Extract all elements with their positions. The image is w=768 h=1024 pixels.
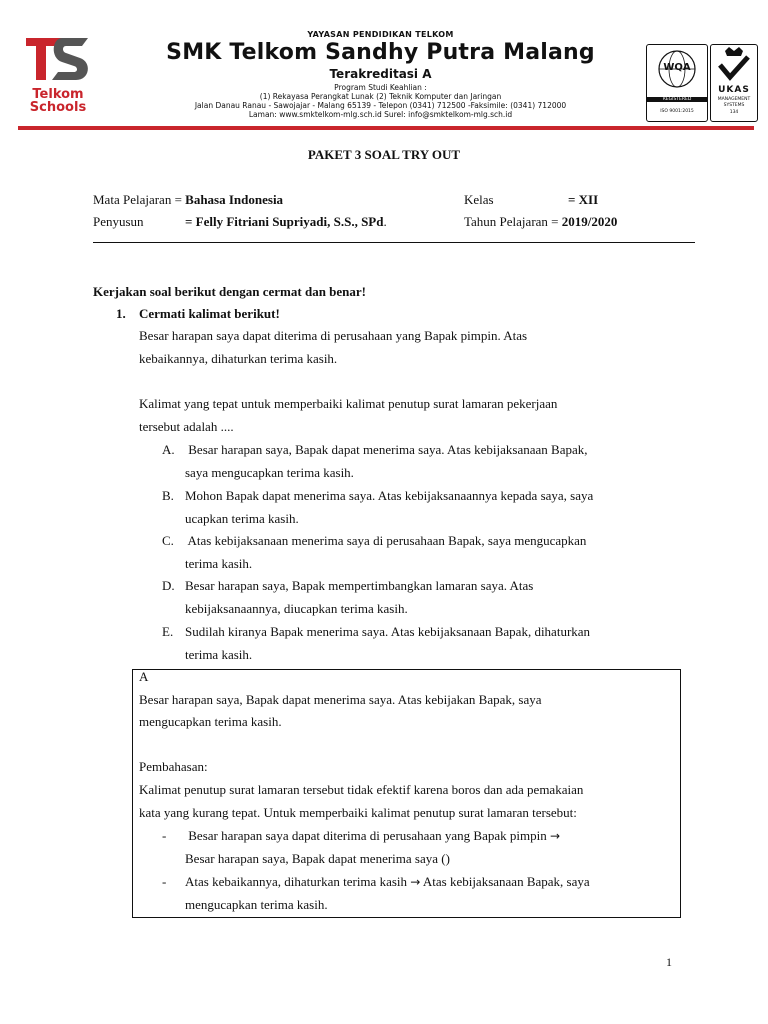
question-sentence-line1: Besar harapan saya dapat diterima di perusahaan yang Bapak pimpin. Atas: [139, 328, 528, 343]
year-field: [464, 214, 617, 230]
bullet-2-mark: -: [162, 874, 167, 889]
foundation-name: YAYASAN PENDIDIKAN TELKOM: [307, 30, 454, 39]
instruction: Kerjakan soal berikut dengan cermat dan benar!: [93, 284, 366, 299]
telkom-schools-emblem-icon: [22, 34, 94, 86]
bullet-1-mark: -: [162, 828, 167, 843]
question-sentence-line2: kebaikannya, dihaturkan terima kasih.: [139, 351, 338, 366]
wqa-certification-badge: [646, 44, 708, 122]
option-d-line1: Besar harapan saya, Bapak mempertimbangkan lamaran saya. Atas: [185, 578, 534, 593]
bullet-2-line1: [185, 874, 590, 890]
brand-line-telkom: Telkom: [32, 87, 84, 102]
subject-label: Mata Pelajaran =: [93, 192, 186, 207]
answer-text-line1: Besar harapan saya, Bapak dapat menerima saya. Atas kebijakan Bapak, saya: [139, 692, 542, 707]
class-label: Kelas: [464, 192, 494, 207]
ukas-systems-label: SYSTEMS: [723, 103, 745, 108]
discussion-label: Pembahasan:: [139, 759, 208, 774]
question-prompt-line1: Kalimat yang tepat untuk memperbaiki kalimat penutup surat lamaran pekerjaan: [139, 396, 558, 411]
ukas-logo-text: UKAS: [718, 85, 750, 95]
option-e-letter: E.: [162, 624, 174, 639]
ukas-number-label: 134: [729, 110, 739, 115]
author-field: [185, 214, 387, 230]
telkom-schools-logo: [22, 34, 94, 114]
option-e-line2: terima kasih.: [185, 647, 253, 662]
year-label: Tahun Pelajaran =: [464, 214, 562, 229]
ukas-crown-check-icon: [711, 45, 757, 85]
bullet-2-text-a: Atas kebaikannya, dihaturkan terima kasih: [185, 874, 411, 889]
page-number: 1: [666, 955, 672, 969]
header-separator: [93, 242, 695, 243]
question-prompt-line2: tersebut adalah ....: [139, 419, 234, 434]
bullet-1-text: Besar harapan saya dapat diterima di perusahaan yang Bapak pimpin: [185, 828, 550, 843]
bullet-2-line2: mengucapkan terima kasih.: [185, 897, 328, 912]
option-d-letter: D.: [162, 578, 175, 593]
subject-value: Bahasa Indonesia: [185, 192, 284, 207]
option-b-line2: ucapkan terima kasih.: [185, 511, 299, 526]
wqa-registered-label: REGISTERED: [647, 97, 707, 102]
option-a-line2: saya mengucapkan terima kasih.: [185, 465, 354, 480]
option-a-line1: Besar harapan saya, Bapak dapat menerima saya. Atas kebijaksanaan Bapak,: [185, 442, 588, 457]
ukas-management-label: MANAGEMENT: [717, 97, 751, 102]
subject-field: [93, 192, 283, 208]
option-b-letter: B.: [162, 488, 174, 503]
school-address: Jalan Danau Ranau - Sawojajar - Malang 65139 - Telepon (0341) 712500 -Faksimile: (0341) 712000: [194, 101, 567, 110]
author-period: .: [383, 214, 387, 229]
program-title: Program Studi Keahlian :: [334, 83, 427, 92]
option-c-line1: Atas kebijaksanaan menerima saya di perusahaan Bapak, saya mengucapkan: [185, 533, 587, 548]
right-arrow-icon: →: [410, 875, 421, 889]
question-heading: Cermati kalimat berikut!: [139, 306, 280, 321]
wqa-logo-text: WQA: [663, 62, 691, 73]
bullet-2-text-b: Atas kebijaksanaan Bapak, saya: [420, 874, 590, 889]
discussion-line1: Kalimat penutup surat lamaran tersebut tidak efektif karena boros dan ada pemakaian: [139, 782, 584, 797]
right-arrow-icon: →: [549, 829, 561, 843]
page-title: PAKET 3 SOAL TRY OUT: [307, 147, 461, 162]
option-c-letter: C.: [162, 533, 174, 548]
option-d-line2: kebijaksanaannya, diucapkan terima kasih.: [185, 601, 408, 616]
author-value: = Felly Fitriani Supriyadi, S.S., SPd: [185, 214, 384, 229]
letterhead-divider: [18, 126, 754, 130]
brand-line-schools: Schools: [29, 100, 87, 115]
school-web-email: Laman: www.smktelkom-mlg.sch.id Surel: info@smktelkom-mlg.sch.id: [248, 110, 513, 119]
school-name: SMK Telkom Sandhy Putra Malang: [166, 40, 595, 65]
option-c-line2: terima kasih.: [185, 556, 253, 571]
year-value: 2019/2020: [561, 214, 618, 229]
option-e-line1: Sudilah kiranya Bapak menerima saya. Atas kebijaksanaan Bapak, dihaturkan: [185, 624, 591, 639]
option-b-line1: Mohon Bapak dapat menerima saya. Atas kebijaksanaannya kepada saya, saya: [185, 488, 594, 503]
option-a-letter: A.: [162, 442, 175, 457]
accreditation: Terakreditasi A: [329, 67, 432, 81]
departments: (1) Rekayasa Perangkat Lunak (2) Teknik Komputer dan Jaringan: [259, 92, 502, 101]
author-label: Penyusun: [93, 214, 144, 229]
question-number: 1.: [116, 306, 126, 321]
bullet-1-line1: [185, 828, 560, 844]
class-value: = XII: [568, 192, 599, 207]
wqa-iso-label: ISO 9001:2015: [660, 109, 694, 114]
answer-text-line2: mengucapkan terima kasih.: [139, 714, 282, 729]
answer-key: A: [139, 669, 149, 684]
ukas-certification-badge: [710, 44, 758, 122]
bullet-1-line2: Besar harapan saya, Bapak dapat menerima saya (): [185, 851, 450, 866]
discussion-line2: kata yang kurang tepat. Untuk memperbaiki kalimat penutup surat lamaran tersebut:: [139, 805, 577, 820]
